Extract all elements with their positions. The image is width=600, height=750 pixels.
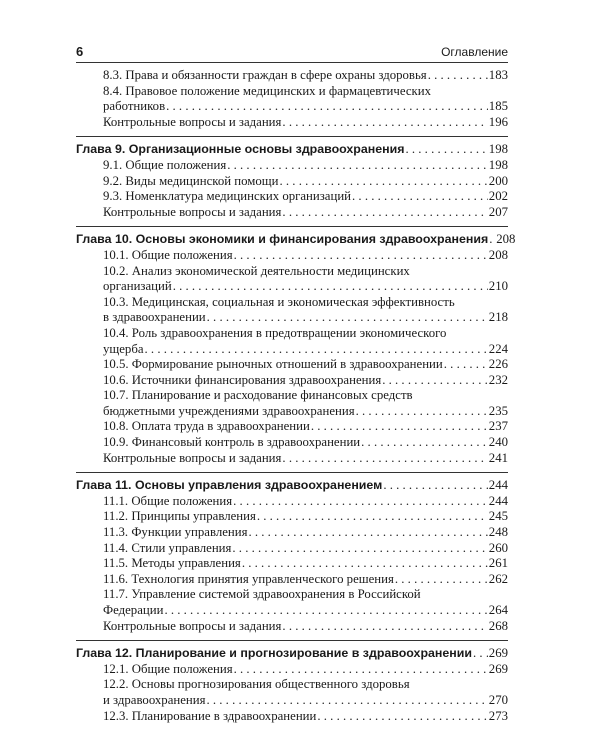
toc-entry-first-line: 10.7. Планирование и расходование финансовых средств [103, 388, 413, 403]
toc-entry[interactable]: Контрольные вопросы и задания . . . 196 [76, 115, 508, 131]
toc-entry[interactable]: 11.6. Технология принятия управленческого решения . . . 262 [76, 572, 508, 588]
page-header [76, 44, 508, 59]
toc-entry[interactable]: организаций . . . 210 [76, 279, 508, 295]
chapter-12-heading[interactable]: Глава 12. Планирование и прогнозирование в здравоохранении . . . 269 [76, 646, 508, 662]
toc-entry[interactable]: бюджетными учреждениями здравоохранения . . . 235 [76, 404, 508, 420]
toc-entry[interactable]: 12.1. Общие положения . . . 269 [76, 662, 508, 678]
toc-entry[interactable]: Федерации . . . 264 [76, 603, 508, 619]
table-of-contents [76, 68, 516, 724]
toc-entry[interactable]: 10.1. Общие положения . . . 208 [76, 248, 508, 264]
toc-entry-first-line: 8.4. Правовое положение медицинских и фармацевтических [103, 83, 431, 98]
chapter-10-heading[interactable]: Глава 10. Основы экономики и финансирования здравоохранения . . . 208 [76, 232, 508, 248]
toc-entry-first-line: 11.7. Управление системой здравоохранения в Российской [103, 587, 421, 602]
toc-entry-first-line: 12.2. Основы прогнозирования общественного здоровья [103, 677, 410, 692]
toc-entry[interactable]: 10.8. Оплата труда в здравоохранении . . . 237 [76, 419, 508, 435]
toc-entry[interactable]: Контрольные вопросы и задания . . . 241 [76, 451, 508, 467]
toc-entry[interactable]: Контрольные вопросы и задания . . . 268 [76, 619, 508, 635]
toc-entry[interactable]: 11.5. Методы управления . . . 261 [76, 556, 508, 572]
header-rule [76, 62, 508, 63]
toc-entry-first-line: 10.2. Анализ экономической деятельности медицинских [103, 263, 410, 278]
toc-entry[interactable]: Контрольные вопросы и задания . . . 207 [76, 205, 508, 221]
toc-entry-first-line: 10.4. Роль здравоохранения в предотвращении экономического [103, 325, 447, 340]
section-divider [76, 472, 508, 473]
chapter-11-heading[interactable]: Глава 11. Основы управления здравоохранением . . . 244 [76, 478, 508, 494]
section-divider [76, 226, 508, 227]
toc-entry[interactable]: 10.5. Формирование рыночных отношений в здравоохранении . . . 226 [76, 357, 508, 373]
toc-entry[interactable]: 10.6. Источники финансирования здравоохранения . . . 232 [76, 373, 508, 389]
toc-entry[interactable]: 9.2. Виды медицинской помощи . . . 200 [76, 174, 508, 190]
toc-entry-first-line: 10.3. Медицинская, социальная и экономическая эффективность [103, 294, 455, 309]
toc-entry[interactable]: ущерба . . . 224 [76, 342, 508, 358]
chapter-9-heading[interactable]: Глава 9. Организационные основы здравоохранения . . . 198 [76, 142, 508, 158]
running-title: Оглавление [441, 45, 508, 59]
toc-entry[interactable]: 8.3. Права и обязанности граждан в сфере охраны здоровья . . . 183 [76, 68, 508, 84]
toc-entry[interactable]: 9.3. Номенклатура медицинских организаций . . . 202 [76, 189, 508, 205]
toc-entry[interactable]: 11.4. Стили управления . . . 260 [76, 541, 508, 557]
toc-entry[interactable]: 9.1. Общие положения . . . 198 [76, 158, 508, 174]
toc-entry[interactable]: 11.2. Принципы управления . . . 245 [76, 509, 508, 525]
section-divider [76, 640, 508, 641]
toc-entry[interactable]: в здравоохранении . . . 218 [76, 310, 508, 326]
toc-entry[interactable]: 12.3. Планирование в здравоохранении . . . 273 [76, 709, 508, 725]
page-number: 6 [76, 44, 84, 59]
section-divider [76, 136, 508, 137]
toc-entry[interactable]: работников . . . 185 [76, 99, 508, 115]
toc-entry[interactable]: 11.3. Функции управления . . . 248 [76, 525, 508, 541]
toc-entry[interactable]: 10.9. Финансовый контроль в здравоохранении . . . 240 [76, 435, 508, 451]
toc-entry[interactable]: и здравоохранения . . . 270 [76, 693, 508, 709]
toc-entry[interactable]: 11.1. Общие положения . . . 244 [76, 494, 508, 510]
